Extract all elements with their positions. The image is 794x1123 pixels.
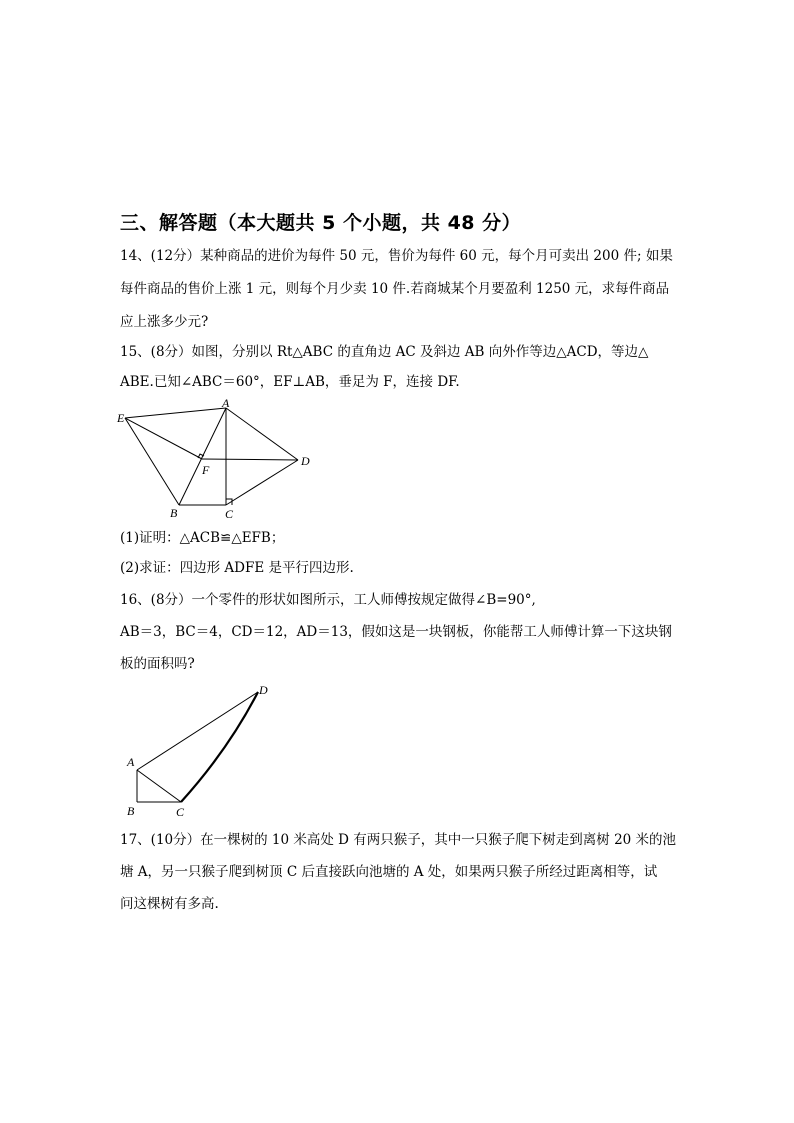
label-C: C [225,507,234,521]
q14-line-1: 14、(12分）某种商品的进价为每件 50 元，售价为每件 60 元，每个月可卖出 200 件; 如果 [120,248,673,264]
segment-AD [226,408,298,460]
segment-AB [179,408,226,505]
q15-line-1: 15、(8分）如图，分别以 Rt△ABC 的直角边 AC 及斜边 AB 向外作等边△ACD，等边△ [120,344,649,360]
q17-line-2: 塘 A，另一只猴子爬到树顶 C 后直接跃向池塘的 A 处，如果两只猴子所经过距离相等，试 [120,864,658,880]
q14-line-2: 每件商品的售价上涨 1 元，则每个月少卖 10 件.若商城某个月要盈利 1250 元，求每件商品 [120,281,670,297]
segment-EA [125,408,226,418]
q16-line-3: 板的面积吗? [120,656,195,672]
q16-line-1: 16、(8分）一个零件的形状如图所示，工人师傅按规定做得∠B=90°, [120,592,536,608]
label-F: F [202,463,210,477]
q15-part-2: (2)求证：四边形 ADFE 是平行四边形. [120,560,354,576]
q17-line-1: 17、(10分）在一棵树的 10 米高处 D 有两只猴子，其中一只猴子爬下树走到离树 20 米的池 [120,832,677,848]
q16-line-2: AB＝3，BC＝4，CD＝12，AD＝13，假如这是一块钢板，你能帮工人师傅计算一下这块钢 [120,624,672,640]
label-A: A [127,755,135,769]
segment-EF [125,418,202,459]
segment-AD [137,692,258,770]
segment-CD [181,692,258,802]
segment-EB [125,418,179,505]
label-D: D [259,683,268,697]
segment-CD [226,460,298,505]
label-A: A [222,398,230,410]
section-title: 三、解答题（本大题共 5 个小题，共 48 分） [120,212,522,234]
q15-line-2: ABE.已知∠ABC＝60°，EF⊥AB，垂足为 F，连接 DF. [120,374,460,390]
label-B: B [170,506,178,520]
q17-line-3: 问这棵树有多高. [120,896,219,912]
label-E: E [117,411,125,425]
label-B: B [127,804,135,818]
q15-part-1: (1)证明：△ACB≌△EFB； [120,530,285,546]
q14-line-3: 应上涨多少元? [120,314,209,330]
q15-figure [112,398,322,524]
label-D: D [301,454,310,468]
segment-AC [137,770,181,802]
label-C: C [176,805,185,819]
segment-FD [202,459,298,460]
q16-figure [118,680,278,820]
